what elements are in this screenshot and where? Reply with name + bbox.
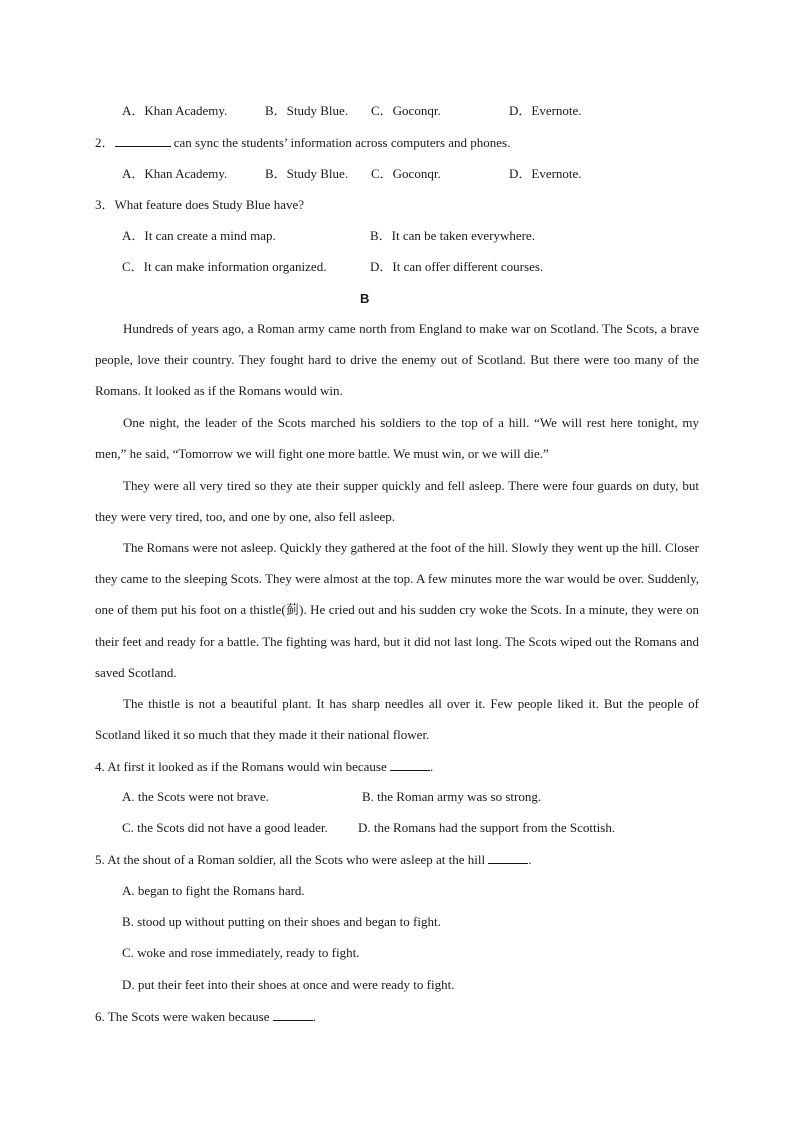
question-end: . [429,759,434,774]
passage-paragraph-1: Hundreds of years ago, a Roman army came north from England to make war on Scotland. The Scots, a brave people, love their country. They fought hard to drive the enemy out of Scotland. But there were too many of the Romans. It looked as if the Romans would win. [95,321,699,399]
option-c: C．Goconqr. [371,166,441,181]
question-number: 2． [95,135,115,150]
passage-paragraph-2: One night, the leader of the Scots marched his soldiers to the top of a hill. “We will rest here tonight, my men,” he said, “Tomorrow we will fight one more battle. We must win, or we will die.” [95,415,699,462]
passage-paragraph-4: The Romans were not asleep. Quickly they gathered at the foot of the hill. Slowly they went up the hill. Closer they came to the sleeping Scots. They were almost at the top. A few minutes more the war would be over. Suddenly, one of them put his foot on a thistle(蓟). He cried out and his sudden cry woke the Scots. In a minute, they were on their feet and ready for a battle. The fighting was hard, but it did not last long. The Scots wiped out the Romans and saved Scotland. [95,540,699,680]
question-4 [95,758,433,775]
question-text: 5. At the shout of a Roman soldier, all the Scots who were asleep at the hill [95,852,489,867]
question-5 [95,851,532,868]
question-text: 6. The Scots were waken because [95,1009,273,1024]
passage-paragraph-3: They were all very tired so they ate their supper quickly and fell asleep. There were four guards on duty, but they were very tired, too, and one by one, also fell asleep. [95,478,699,525]
option-a: A. began to fight the Romans hard. [122,883,305,898]
option-d: D．Evernote. [509,166,582,181]
question-6 [95,1008,316,1025]
option-d: D．It can offer different courses. [370,259,544,274]
option-b: B．Study Blue. [265,103,349,118]
option-c: C. woke and rose immediately, ready to fight. [122,945,360,960]
option-b: B. the Roman army was so strong. [362,789,542,804]
answer-blank [115,134,171,147]
question-3: 3．What feature does Study Blue have? [95,197,305,212]
option-a: A. the Scots were not brave. [122,789,269,804]
question-end: . [528,852,532,867]
option-d: D．Evernote. [509,103,582,118]
answer-blank [390,758,430,771]
option-c: C．It can make information organized. [122,259,327,274]
option-b: B．Study Blue. [265,166,349,181]
option-d: D. put their feet into their shoes at once and were ready to fight. [122,977,455,992]
option-a: A．Khan Academy. [122,103,228,118]
question-end: . [312,1009,316,1024]
option-c: C. the Scots did not have a good leader. [122,820,328,835]
section-heading: B [360,291,370,306]
answer-blank [273,1008,313,1021]
option-a: A．Khan Academy. [122,166,228,181]
question-2 [95,134,510,151]
question-text: can sync the students’ information across computers and phones. [170,135,511,150]
option-b: B．It can be taken everywhere. [370,228,535,243]
option-a: A．It can create a mind map. [122,228,276,243]
question-text: 4. At first it looked as if the Romans would win because [95,759,390,774]
option-c: C．Goconqr. [371,103,441,118]
passage-paragraph-5: The thistle is not a beautiful plant. It has sharp needles all over it. Few people liked it. But the people of Scotland liked it so much that they made it their national flower. [95,696,699,743]
answer-blank [488,851,528,864]
option-d: D. the Romans had the support from the Scottish. [358,820,616,835]
option-b: B. stood up without putting on their shoes and began to fight. [122,914,441,929]
